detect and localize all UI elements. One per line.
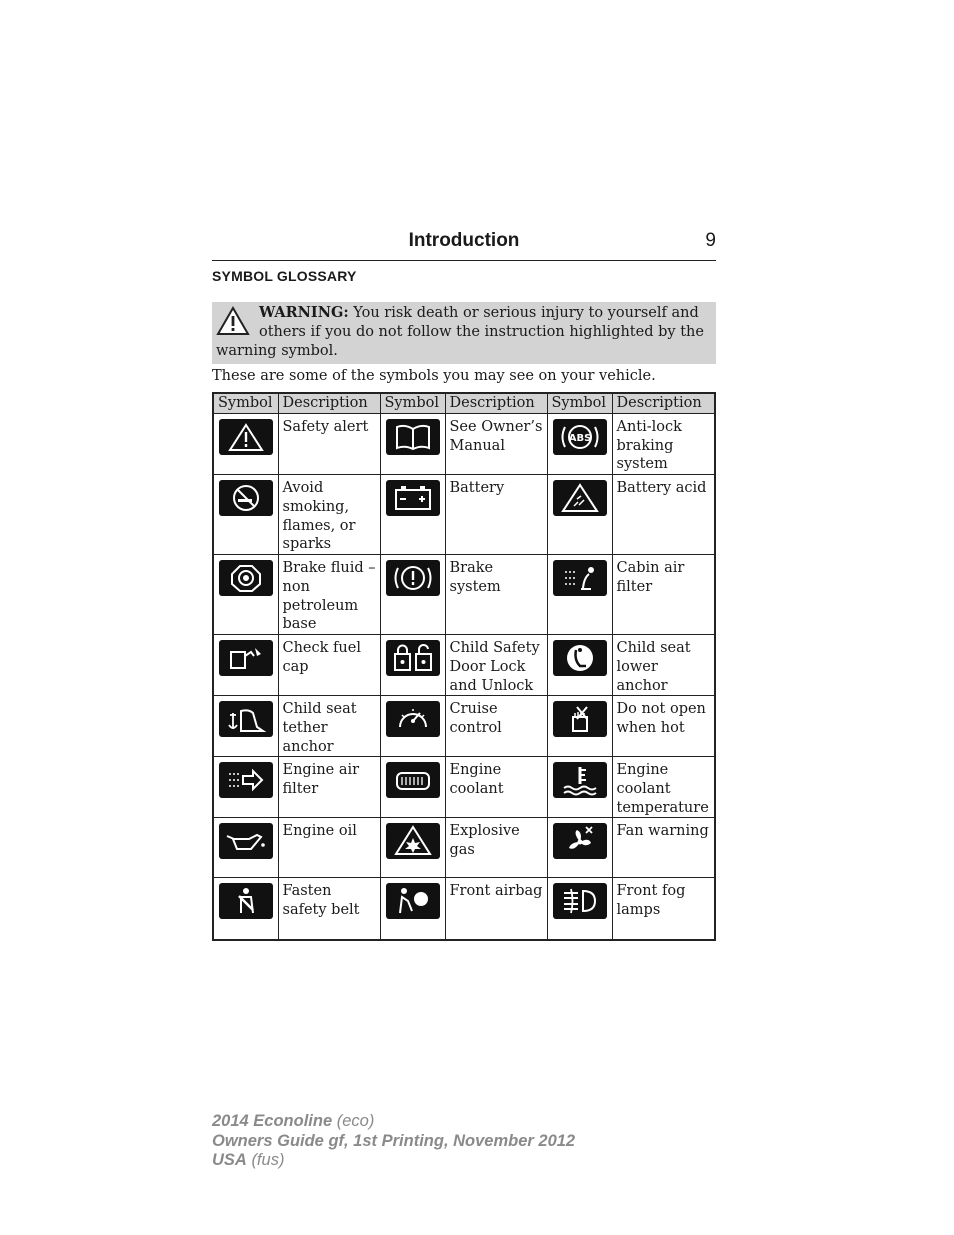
battery-acid-icon — [553, 480, 607, 516]
child-lock-icon — [386, 640, 440, 676]
column-header: Description — [445, 393, 547, 414]
warning-line-2: others if you do not follow the instruction highlighted by the — [259, 324, 704, 340]
front-airbag-icon — [386, 883, 440, 919]
brake-system-icon — [386, 560, 440, 596]
footer-market-code: (fus) — [251, 1151, 285, 1169]
page-number: 9 — [705, 230, 716, 251]
chapter-title: Introduction — [408, 230, 520, 251]
description-cell: Front fog lamps — [612, 878, 715, 940]
section-title: SYMBOL GLOSSARY — [212, 268, 357, 284]
symbol-cell — [380, 757, 445, 818]
table-row — [213, 878, 715, 940]
description-cell: Safety alert — [278, 414, 380, 475]
description-cell: Child Safety Door Lock and Unlock — [445, 635, 547, 696]
description-cell: Brake fluid – non petroleum base — [278, 555, 380, 635]
table-row — [213, 555, 715, 635]
symbol-cell — [547, 696, 612, 757]
description-cell: Engine oil — [278, 818, 380, 878]
table-row — [213, 635, 715, 696]
description-cell: Battery — [445, 475, 547, 555]
symbol-cell — [547, 757, 612, 818]
symbol-table — [212, 392, 716, 941]
intro-text: These are some of the symbols you may see on your vehicle. — [212, 368, 656, 384]
fan-warning-icon — [553, 823, 607, 859]
symbol-cell — [380, 878, 445, 940]
coolant-temperature-icon — [553, 762, 607, 798]
symbol-cell — [380, 696, 445, 757]
warning-line-3: warning symbol. — [216, 343, 338, 359]
description-cell: Engine coolant temperature — [612, 757, 715, 818]
warning-line-1: You risk death or serious injury to yourself and — [353, 305, 699, 321]
symbol-cell — [547, 818, 612, 878]
symbol-cell — [547, 635, 612, 696]
do-not-open-hot-icon — [553, 701, 607, 737]
description-cell: Child seat tether anchor — [278, 696, 380, 757]
table-row — [213, 475, 715, 555]
brake-fluid-icon — [219, 560, 273, 596]
symbol-cell — [380, 475, 445, 555]
symbol-cell — [213, 475, 278, 555]
table-row — [213, 696, 715, 757]
description-cell: Front airbag — [445, 878, 547, 940]
symbol-cell — [213, 414, 278, 475]
warning-label: WARNING: — [259, 304, 349, 321]
symbol-cell — [547, 475, 612, 555]
owners-manual-icon — [386, 419, 440, 455]
description-cell: Do not open when hot — [612, 696, 715, 757]
svg-text:ABS: ABS — [568, 433, 591, 444]
description-cell: Anti-lock braking system — [612, 414, 715, 475]
description-cell: Explosive gas — [445, 818, 547, 878]
symbol-cell — [547, 555, 612, 635]
description-cell: Cruise control — [445, 696, 547, 757]
description-cell: See Owner’s Manual — [445, 414, 547, 475]
symbol-cell — [213, 635, 278, 696]
fuel-cap-icon — [219, 640, 273, 676]
symbol-cell — [380, 555, 445, 635]
warning-text — [216, 303, 706, 361]
symbol-cell — [213, 878, 278, 940]
table-row — [213, 757, 715, 818]
symbol-cell — [213, 818, 278, 878]
seat-belt-icon — [219, 883, 273, 919]
no-smoking-icon — [219, 480, 273, 516]
symbol-cell — [213, 757, 278, 818]
column-header: Symbol — [380, 393, 445, 414]
page-footer — [212, 1112, 575, 1171]
column-header: Symbol — [547, 393, 612, 414]
description-cell: Fan warning — [612, 818, 715, 878]
symbol-cell — [547, 414, 612, 475]
abs-icon — [553, 419, 607, 455]
symbol-cell — [380, 414, 445, 475]
engine-air-filter-icon — [219, 762, 273, 798]
explosive-gas-icon — [386, 823, 440, 859]
symbol-cell — [380, 635, 445, 696]
symbol-cell — [213, 555, 278, 635]
table-row — [213, 818, 715, 878]
front-fog-lamps-icon — [553, 883, 607, 919]
description-cell: Avoid smoking, flames, or sparks — [278, 475, 380, 555]
safety-alert-icon — [219, 419, 273, 455]
table-header-row — [213, 393, 715, 414]
battery-icon — [386, 480, 440, 516]
footer-model-code: (eco) — [336, 1112, 375, 1130]
table-row — [213, 414, 715, 475]
column-header: Symbol — [213, 393, 278, 414]
engine-coolant-icon — [386, 762, 440, 798]
description-cell: Engine coolant — [445, 757, 547, 818]
column-header: Description — [612, 393, 715, 414]
footer-model: 2014 Econoline — [212, 1112, 333, 1130]
symbol-cell — [380, 818, 445, 878]
description-cell: Battery acid — [612, 475, 715, 555]
description-cell: Fasten safety belt — [278, 878, 380, 940]
description-cell: Check fuel cap — [278, 635, 380, 696]
child-seat-anchor-icon — [553, 640, 607, 676]
engine-oil-icon — [219, 823, 273, 859]
description-cell: Brake system — [445, 555, 547, 635]
cruise-control-icon — [386, 701, 440, 737]
footer-market: USA — [212, 1151, 247, 1169]
description-cell: Engine air filter — [278, 757, 380, 818]
description-cell: Child seat lower anchor — [612, 635, 715, 696]
description-cell: Cabin air filter — [612, 555, 715, 635]
cabin-air-filter-icon — [553, 560, 607, 596]
column-header: Description — [278, 393, 380, 414]
footer-edition: Owners Guide gf, 1st Printing, November 2012 — [212, 1131, 576, 1150]
page-header — [212, 230, 716, 261]
warning-box — [212, 302, 716, 364]
symbol-cell — [213, 696, 278, 757]
tether-anchor-icon — [219, 701, 273, 737]
symbol-cell — [547, 878, 612, 940]
